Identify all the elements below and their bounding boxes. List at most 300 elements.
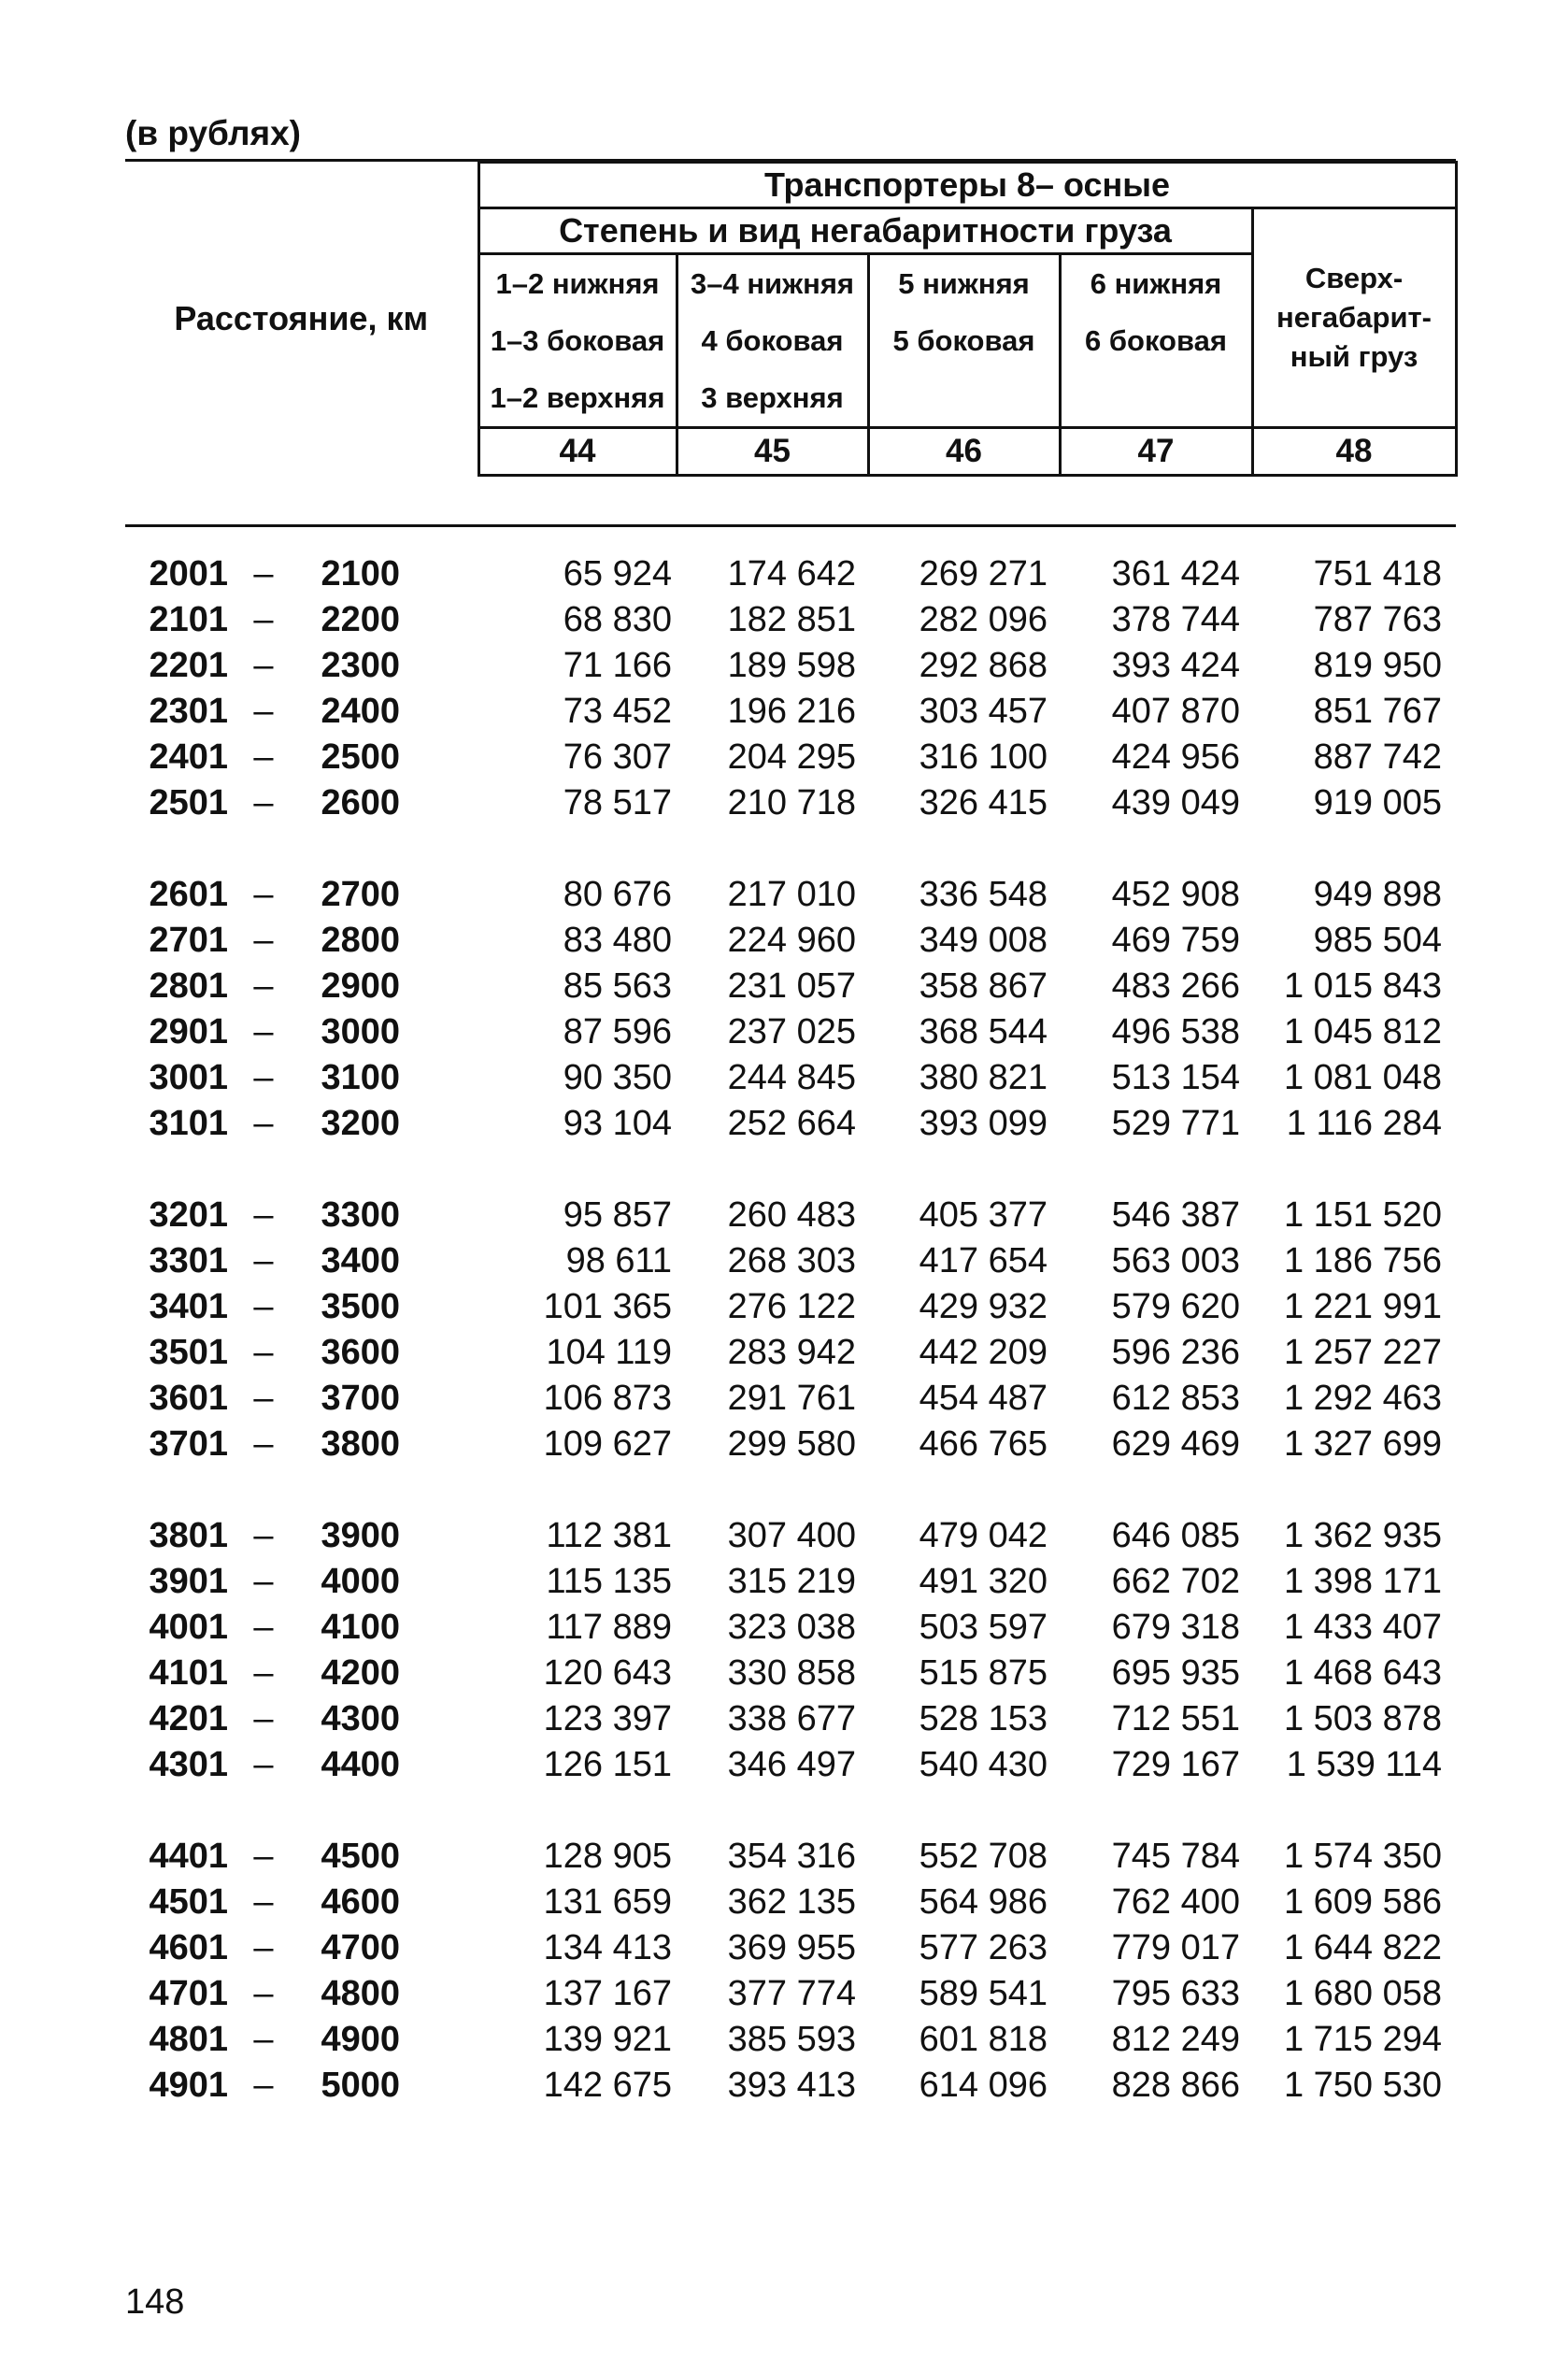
range-to: 3500 [321, 1287, 400, 1326]
range-to: 4200 [321, 1653, 400, 1693]
class-header-3 [868, 254, 1060, 428]
range-dash: – [253, 1562, 274, 1601]
table-cell: 795 633 [1111, 1974, 1240, 2013]
range-from: 3901 [149, 1562, 228, 1601]
table-cell: 244 845 [727, 1058, 856, 1097]
table-cell: 1 116 284 [1286, 1104, 1442, 1143]
table-cell: 98 611 [565, 1241, 672, 1280]
table-row [125, 1742, 1456, 1788]
table-row [125, 1834, 1456, 1880]
table-cell: 80 676 [563, 875, 672, 914]
table-cell: 131 659 [543, 1882, 672, 1922]
class-2-line-3: 3 верхняя [701, 381, 844, 414]
class-1-line-2: 1–3 боковая [490, 324, 665, 357]
table-cell: 469 759 [1111, 921, 1240, 960]
distance-range [125, 1376, 475, 1422]
table-cell: 1 468 643 [1283, 1653, 1442, 1693]
table-cell: 563 003 [1111, 1241, 1240, 1280]
distance-range [125, 1880, 475, 1925]
distance-range [125, 964, 475, 1009]
range-dash: – [253, 1974, 274, 2013]
table-cell: 354 316 [727, 1837, 856, 1876]
table-row [125, 1605, 1456, 1651]
table-cell: 589 541 [919, 1974, 1048, 2013]
table-cell: 65 924 [563, 554, 672, 594]
oversize-header: Сверх-негабарит-ный груз [1252, 208, 1456, 428]
range-from: 2001 [149, 554, 228, 594]
table-cell: 71 166 [563, 646, 672, 685]
distance-range [125, 1055, 475, 1101]
table-cell: 369 955 [727, 1928, 856, 1967]
table-cell: 378 744 [1111, 600, 1240, 639]
column-number: 44 [478, 428, 677, 476]
distance-range [125, 1284, 475, 1330]
table-cell: 1 609 586 [1283, 1882, 1442, 1922]
table-cell: 612 853 [1111, 1379, 1240, 1418]
range-to: 2600 [321, 783, 400, 822]
table-cell: 362 135 [727, 1882, 856, 1922]
table-row [125, 1284, 1456, 1330]
range-from: 4201 [149, 1699, 228, 1738]
class-1-line-3: 1–2 верхняя [490, 381, 665, 414]
table-cell: 260 483 [727, 1195, 856, 1235]
class-3-line-1: 5 нижняя [898, 267, 1030, 300]
distance-range [125, 643, 475, 689]
table-cell: 189 598 [727, 646, 856, 685]
table-cell: 349 008 [919, 921, 1048, 960]
range-dash: – [253, 1653, 274, 1693]
row-group [125, 551, 1456, 826]
table-cell: 93 104 [563, 1104, 672, 1143]
table-row [125, 1422, 1456, 1467]
table-cell: 106 873 [543, 1379, 672, 1418]
range-dash: – [253, 737, 274, 777]
table-cell: 182 851 [727, 600, 856, 639]
table-cell: 1 221 991 [1283, 1287, 1442, 1326]
range-from: 2401 [149, 737, 228, 777]
table-row [125, 2063, 1456, 2109]
table-row [125, 1009, 1456, 1055]
class-3-line-2: 5 боковая [892, 324, 1035, 357]
table-cell: 1 362 935 [1283, 1516, 1442, 1555]
range-from: 3501 [149, 1333, 228, 1372]
table-row [125, 1696, 1456, 1742]
table-cell: 629 469 [1111, 1424, 1240, 1464]
distance-range [125, 918, 475, 964]
range-dash: – [253, 554, 274, 594]
table-cell: 393 413 [727, 2066, 856, 2105]
class-4-line-1: 6 нижняя [1090, 267, 1222, 300]
table-row [125, 1925, 1456, 1971]
table-row [125, 918, 1456, 964]
range-to: 5000 [321, 2066, 400, 2105]
range-to: 4300 [321, 1699, 400, 1738]
range-dash: – [253, 1195, 274, 1235]
table-cell: 336 548 [919, 875, 1048, 914]
range-dash: – [253, 966, 274, 1006]
table-cell: 393 099 [919, 1104, 1048, 1143]
table-cell: 368 544 [919, 1012, 1048, 1051]
table-cell: 377 774 [727, 1974, 856, 2013]
table-cell: 779 017 [1111, 1928, 1240, 1967]
table-row [125, 1238, 1456, 1284]
range-to: 3600 [321, 1333, 400, 1372]
table-row [125, 597, 1456, 643]
table-cell: 751 418 [1313, 554, 1442, 594]
table-cell: 268 303 [727, 1241, 856, 1280]
table-cell: 196 216 [727, 692, 856, 731]
class-2-line-2: 4 боковая [701, 324, 844, 357]
range-from: 4901 [149, 2066, 228, 2105]
table-cell: 949 898 [1313, 875, 1442, 914]
table-cell: 323 038 [727, 1608, 856, 1647]
table-cell: 73 452 [563, 692, 672, 731]
distance-range [125, 1559, 475, 1605]
table-cell: 282 096 [919, 600, 1048, 639]
range-from: 3201 [149, 1195, 228, 1235]
table-cell: 985 504 [1313, 921, 1442, 960]
table-row [125, 872, 1456, 918]
range-to: 3000 [321, 1012, 400, 1051]
table-cell: 601 818 [919, 2020, 1048, 2059]
range-dash: – [253, 1699, 274, 1738]
table-cell: 1 433 407 [1283, 1608, 1442, 1647]
range-to: 2700 [321, 875, 400, 914]
table-row [125, 689, 1456, 735]
table-cell: 134 413 [543, 1928, 672, 1967]
distance-range [125, 1101, 475, 1147]
table-cell: 1 015 843 [1283, 966, 1442, 1006]
table-cell: 819 950 [1313, 646, 1442, 685]
range-from: 3101 [149, 1104, 228, 1143]
range-dash: – [253, 1837, 274, 1876]
table-cell: 299 580 [727, 1424, 856, 1464]
range-from: 3001 [149, 1058, 228, 1097]
table-cell: 1 644 822 [1283, 1928, 1442, 1967]
table-cell: 496 538 [1111, 1012, 1240, 1051]
tariff-table-body [125, 551, 1456, 2154]
header-bottom-rule [125, 524, 1456, 527]
distance-range [125, 780, 475, 826]
table-cell: 126 151 [543, 1745, 672, 1784]
row-group [125, 1193, 1456, 1467]
range-from: 4801 [149, 2020, 228, 2059]
range-dash: – [253, 783, 274, 822]
table-cell: 210 718 [727, 783, 856, 822]
range-from: 3801 [149, 1516, 228, 1555]
table-cell: 515 875 [919, 1653, 1048, 1693]
table-cell: 1 045 812 [1283, 1012, 1442, 1051]
table-cell: 117 889 [546, 1608, 672, 1647]
range-to: 2100 [321, 554, 400, 594]
range-from: 3301 [149, 1241, 228, 1280]
range-dash: – [253, 1333, 274, 1372]
table-cell: 115 135 [546, 1562, 672, 1601]
range-dash: – [253, 1928, 274, 1967]
table-cell: 439 049 [1111, 783, 1240, 822]
distance-range [125, 1834, 475, 1880]
table-cell: 330 858 [727, 1653, 856, 1693]
distance-range [125, 1651, 475, 1696]
table-cell: 1 715 294 [1283, 2020, 1442, 2059]
table-cell: 1 327 699 [1283, 1424, 1442, 1464]
row-group [125, 872, 1456, 1147]
table-cell: 483 266 [1111, 966, 1240, 1006]
table-row [125, 1559, 1456, 1605]
class-4-line-2: 6 боковая [1085, 324, 1227, 357]
range-to: 2300 [321, 646, 400, 685]
distance-range [125, 689, 475, 735]
table-cell: 787 763 [1313, 600, 1442, 639]
column-number: 46 [868, 428, 1060, 476]
table-cell: 662 702 [1111, 1562, 1240, 1601]
class-header-4 [1060, 254, 1252, 428]
range-to: 3200 [321, 1104, 400, 1143]
table-row [125, 643, 1456, 689]
range-to: 2200 [321, 600, 400, 639]
distance-range [125, 1330, 475, 1376]
table-cell: 1 081 048 [1283, 1058, 1442, 1097]
table-cell: 315 219 [727, 1562, 856, 1601]
table-cell: 142 675 [543, 2066, 672, 2105]
table-cell: 491 320 [919, 1562, 1048, 1601]
table-row [125, 1055, 1456, 1101]
range-from: 3701 [149, 1424, 228, 1464]
distance-range [125, 1193, 475, 1238]
range-to: 3800 [321, 1424, 400, 1464]
range-from: 4301 [149, 1745, 228, 1784]
range-to: 3900 [321, 1516, 400, 1555]
table-cell: 596 236 [1111, 1333, 1240, 1372]
table-cell: 237 025 [727, 1012, 856, 1051]
table-cell: 452 908 [1111, 875, 1240, 914]
table-cell: 729 167 [1111, 1745, 1240, 1784]
table-cell: 269 271 [919, 554, 1048, 594]
header-table [125, 161, 1458, 477]
table-cell: 326 415 [919, 783, 1048, 822]
range-to: 4900 [321, 2020, 400, 2059]
range-dash: – [253, 1745, 274, 1784]
table-cell: 1 574 350 [1283, 1837, 1442, 1876]
table-cell: 1 151 520 [1283, 1195, 1442, 1235]
distance-range [125, 1422, 475, 1467]
distance-range [125, 1238, 475, 1284]
group-header: Транспортеры 8– осные [478, 163, 1456, 208]
table-cell: 745 784 [1111, 1837, 1240, 1876]
range-dash: – [253, 1104, 274, 1143]
table-cell: 762 400 [1111, 1882, 1240, 1922]
range-dash: – [253, 646, 274, 685]
table-cell: 139 921 [543, 2020, 672, 2059]
subgroup-header: Степень и вид негабаритности груза [478, 208, 1252, 254]
table-row [125, 1651, 1456, 1696]
range-to: 2900 [321, 966, 400, 1006]
range-to: 4700 [321, 1928, 400, 1967]
range-from: 2201 [149, 646, 228, 685]
table-cell: 424 956 [1111, 737, 1240, 777]
table-row [125, 551, 1456, 597]
table-cell: 128 905 [543, 1837, 672, 1876]
table-cell: 546 387 [1111, 1195, 1240, 1235]
table-cell: 123 397 [543, 1699, 672, 1738]
distance-range [125, 1513, 475, 1559]
table-cell: 1 503 878 [1283, 1699, 1442, 1738]
row-group [125, 1834, 1456, 2109]
distance-range [125, 735, 475, 780]
table-cell: 679 318 [1111, 1608, 1240, 1647]
table-cell: 1 257 227 [1283, 1333, 1442, 1372]
range-from: 3401 [149, 1287, 228, 1326]
table-row [125, 1330, 1456, 1376]
range-dash: – [253, 1012, 274, 1051]
table-cell: 919 005 [1313, 783, 1442, 822]
table-cell: 174 642 [727, 554, 856, 594]
table-cell: 429 932 [919, 1287, 1048, 1326]
table-cell: 712 551 [1111, 1699, 1240, 1738]
range-from: 2701 [149, 921, 228, 960]
table-cell: 393 424 [1111, 646, 1240, 685]
table-cell: 695 935 [1111, 1653, 1240, 1693]
range-to: 3400 [321, 1241, 400, 1280]
table-cell: 1 539 114 [1286, 1745, 1442, 1784]
table-cell: 513 154 [1111, 1058, 1240, 1097]
range-from: 3601 [149, 1379, 228, 1418]
table-cell: 358 867 [919, 966, 1048, 1006]
range-dash: – [253, 2020, 274, 2059]
table-cell: 78 517 [563, 783, 672, 822]
range-to: 4000 [321, 1562, 400, 1601]
table-cell: 109 627 [543, 1424, 672, 1464]
range-to: 3700 [321, 1379, 400, 1418]
range-to: 4500 [321, 1837, 400, 1876]
range-from: 2101 [149, 600, 228, 639]
table-cell: 83 480 [563, 921, 672, 960]
table-cell: 1 680 058 [1283, 1974, 1442, 2013]
table-row [125, 1193, 1456, 1238]
distance-range [125, 1009, 475, 1055]
distance-range [125, 1605, 475, 1651]
table-cell: 479 042 [919, 1516, 1048, 1555]
range-to: 4100 [321, 1608, 400, 1647]
table-cell: 307 400 [727, 1516, 856, 1555]
range-dash: – [253, 1379, 274, 1418]
table-cell: 1 398 171 [1283, 1562, 1442, 1601]
distance-range [125, 597, 475, 643]
distance-range [125, 1696, 475, 1742]
table-cell: 466 765 [919, 1424, 1048, 1464]
table-row [125, 735, 1456, 780]
table-cell: 68 830 [563, 600, 672, 639]
range-from: 2301 [149, 692, 228, 731]
range-to: 3100 [321, 1058, 400, 1097]
table-row [125, 1376, 1456, 1422]
table-cell: 442 209 [919, 1333, 1048, 1372]
range-to: 4400 [321, 1745, 400, 1784]
column-number: 48 [1252, 428, 1456, 476]
distance-range [125, 1925, 475, 1971]
class-2-line-1: 3–4 нижняя [691, 267, 854, 300]
table-cell: 338 677 [727, 1699, 856, 1738]
range-dash: – [253, 600, 274, 639]
table-cell: 224 960 [727, 921, 856, 960]
table-cell: 828 866 [1111, 2066, 1240, 2105]
table-cell: 812 249 [1111, 2020, 1240, 2059]
table-cell: 528 153 [919, 1699, 1048, 1738]
table-cell: 1 186 756 [1283, 1241, 1442, 1280]
range-to: 3300 [321, 1195, 400, 1235]
table-cell: 380 821 [919, 1058, 1048, 1097]
range-from: 4001 [149, 1608, 228, 1647]
range-from: 2601 [149, 875, 228, 914]
table-cell: 104 119 [546, 1333, 672, 1372]
class-header-1 [478, 254, 677, 428]
table-cell: 112 381 [546, 1516, 672, 1555]
column-number: 45 [677, 428, 868, 476]
range-to: 2400 [321, 692, 400, 731]
range-dash: – [253, 1241, 274, 1280]
range-to: 4800 [321, 1974, 400, 2013]
distance-range [125, 1971, 475, 2017]
table-row [125, 1880, 1456, 1925]
table-cell: 552 708 [919, 1837, 1048, 1876]
range-from: 4701 [149, 1974, 228, 2013]
table-cell: 407 870 [1111, 692, 1240, 731]
table-cell: 276 122 [727, 1287, 856, 1326]
range-to: 2500 [321, 737, 400, 777]
table-cell: 1 750 530 [1283, 2066, 1442, 2105]
distance-range [125, 872, 475, 918]
range-to: 4600 [321, 1882, 400, 1922]
distance-range [125, 1742, 475, 1788]
table-row [125, 1513, 1456, 1559]
table-cell: 503 597 [919, 1608, 1048, 1647]
range-from: 4601 [149, 1928, 228, 1967]
table-cell: 540 430 [919, 1745, 1048, 1784]
table-cell: 1 292 463 [1283, 1379, 1442, 1418]
table-row [125, 780, 1456, 826]
table-cell: 346 497 [727, 1745, 856, 1784]
table-cell: 577 263 [919, 1928, 1048, 1967]
range-dash: – [253, 921, 274, 960]
table-cell: 76 307 [563, 737, 672, 777]
table-cell: 405 377 [919, 1195, 1048, 1235]
row-group [125, 1513, 1456, 1788]
table-cell: 95 857 [563, 1195, 672, 1235]
range-from: 4501 [149, 1882, 228, 1922]
table-cell: 529 771 [1111, 1104, 1240, 1143]
table-cell: 252 664 [727, 1104, 856, 1143]
range-from: 2901 [149, 1012, 228, 1051]
table-cell: 385 593 [727, 2020, 856, 2059]
table-cell: 204 295 [727, 737, 856, 777]
table-cell: 101 365 [543, 1287, 672, 1326]
range-dash: – [253, 875, 274, 914]
range-dash: – [253, 1424, 274, 1464]
range-from: 2501 [149, 783, 228, 822]
distance-header: Расстояние, км [125, 163, 478, 476]
range-from: 4401 [149, 1837, 228, 1876]
table-cell: 231 057 [727, 966, 856, 1006]
distance-range [125, 551, 475, 597]
range-dash: – [253, 1882, 274, 1922]
range-dash: – [253, 1608, 274, 1647]
range-dash: – [253, 2066, 274, 2105]
class-header-2 [677, 254, 868, 428]
column-number: 47 [1060, 428, 1252, 476]
unit-label: (в рублях) [125, 114, 301, 152]
range-dash: – [253, 1516, 274, 1555]
distance-range [125, 2063, 475, 2109]
